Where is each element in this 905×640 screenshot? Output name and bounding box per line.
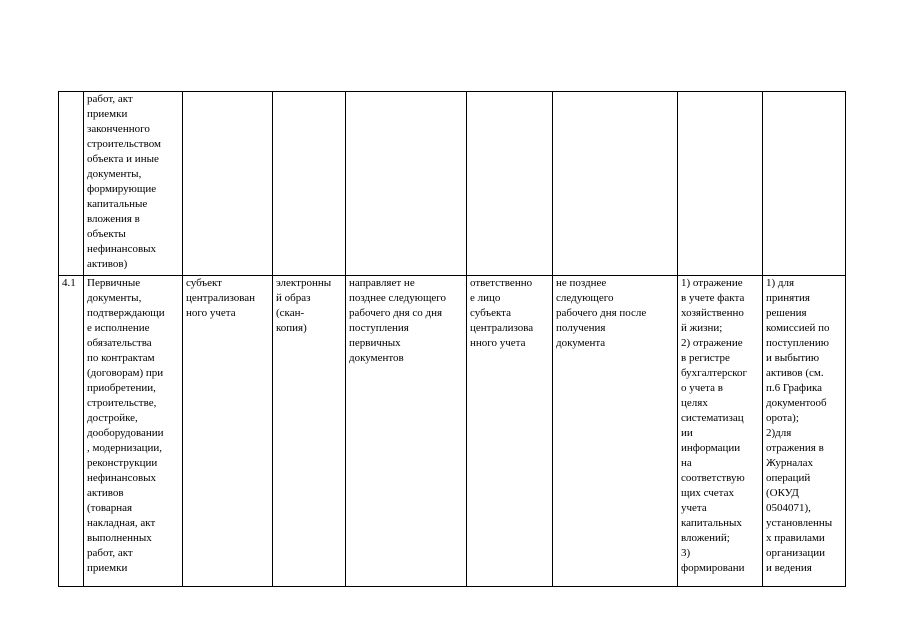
form-cell: электронны й образ (скан- копия) [273,276,346,587]
purpose-accounting-cell [678,92,763,276]
recipient-cell: ответственно е лицо субъекта централизова нного учета [467,276,553,587]
send-date-cell [346,92,467,276]
recipient-date-cell [553,92,678,276]
row-number-cell: 4.1 [59,276,84,587]
documents-cell: работ, акт приемки законченного строительством объекта и иные документы, формирующие капитальные вложения в объекты нефинансовых активов) [84,92,183,276]
table-row [59,276,846,587]
form-cell [273,92,346,276]
row-number-cell [59,92,84,276]
documents-cell: Первичные документы, подтверждающи е исполнение обязательства по контрактам (договорам) при приобретении, строительстве, достройке, дооборудовании , модернизации, реконструкции нефинансовых активов (товарная накладная, акт выполненных работ, акт приемки [84,276,183,587]
recipient-date-cell: не позднее следующего рабочего дня после получения документа [553,276,678,587]
send-date-cell: направляет не позднее следующего рабочего дня со дня поступления первичных документов [346,276,467,587]
who-forms-cell [183,92,273,276]
purpose-other-cell [763,92,846,276]
recipient-cell [467,92,553,276]
purpose-accounting-cell: 1) отражение в учете факта хозяйственно й жизни; 2) отражение в регистре бухгалтерског о учета в целях систематизац ии информации на соответствую щих счетах учета капитальных вложений; 3) формировани [678,276,763,587]
purpose-other-cell: 1) для принятия решения комиссией по поступлению и выбытию активов (см. п.6 Графика документооб орота); 2)для отражения в Журналах операций (ОКУД 0504071), установленны х правилами организации и ведения [763,276,846,587]
document-flow-table [58,91,846,587]
who-forms-cell: субъект централизован ного учета [183,276,273,587]
table-row [59,92,846,276]
